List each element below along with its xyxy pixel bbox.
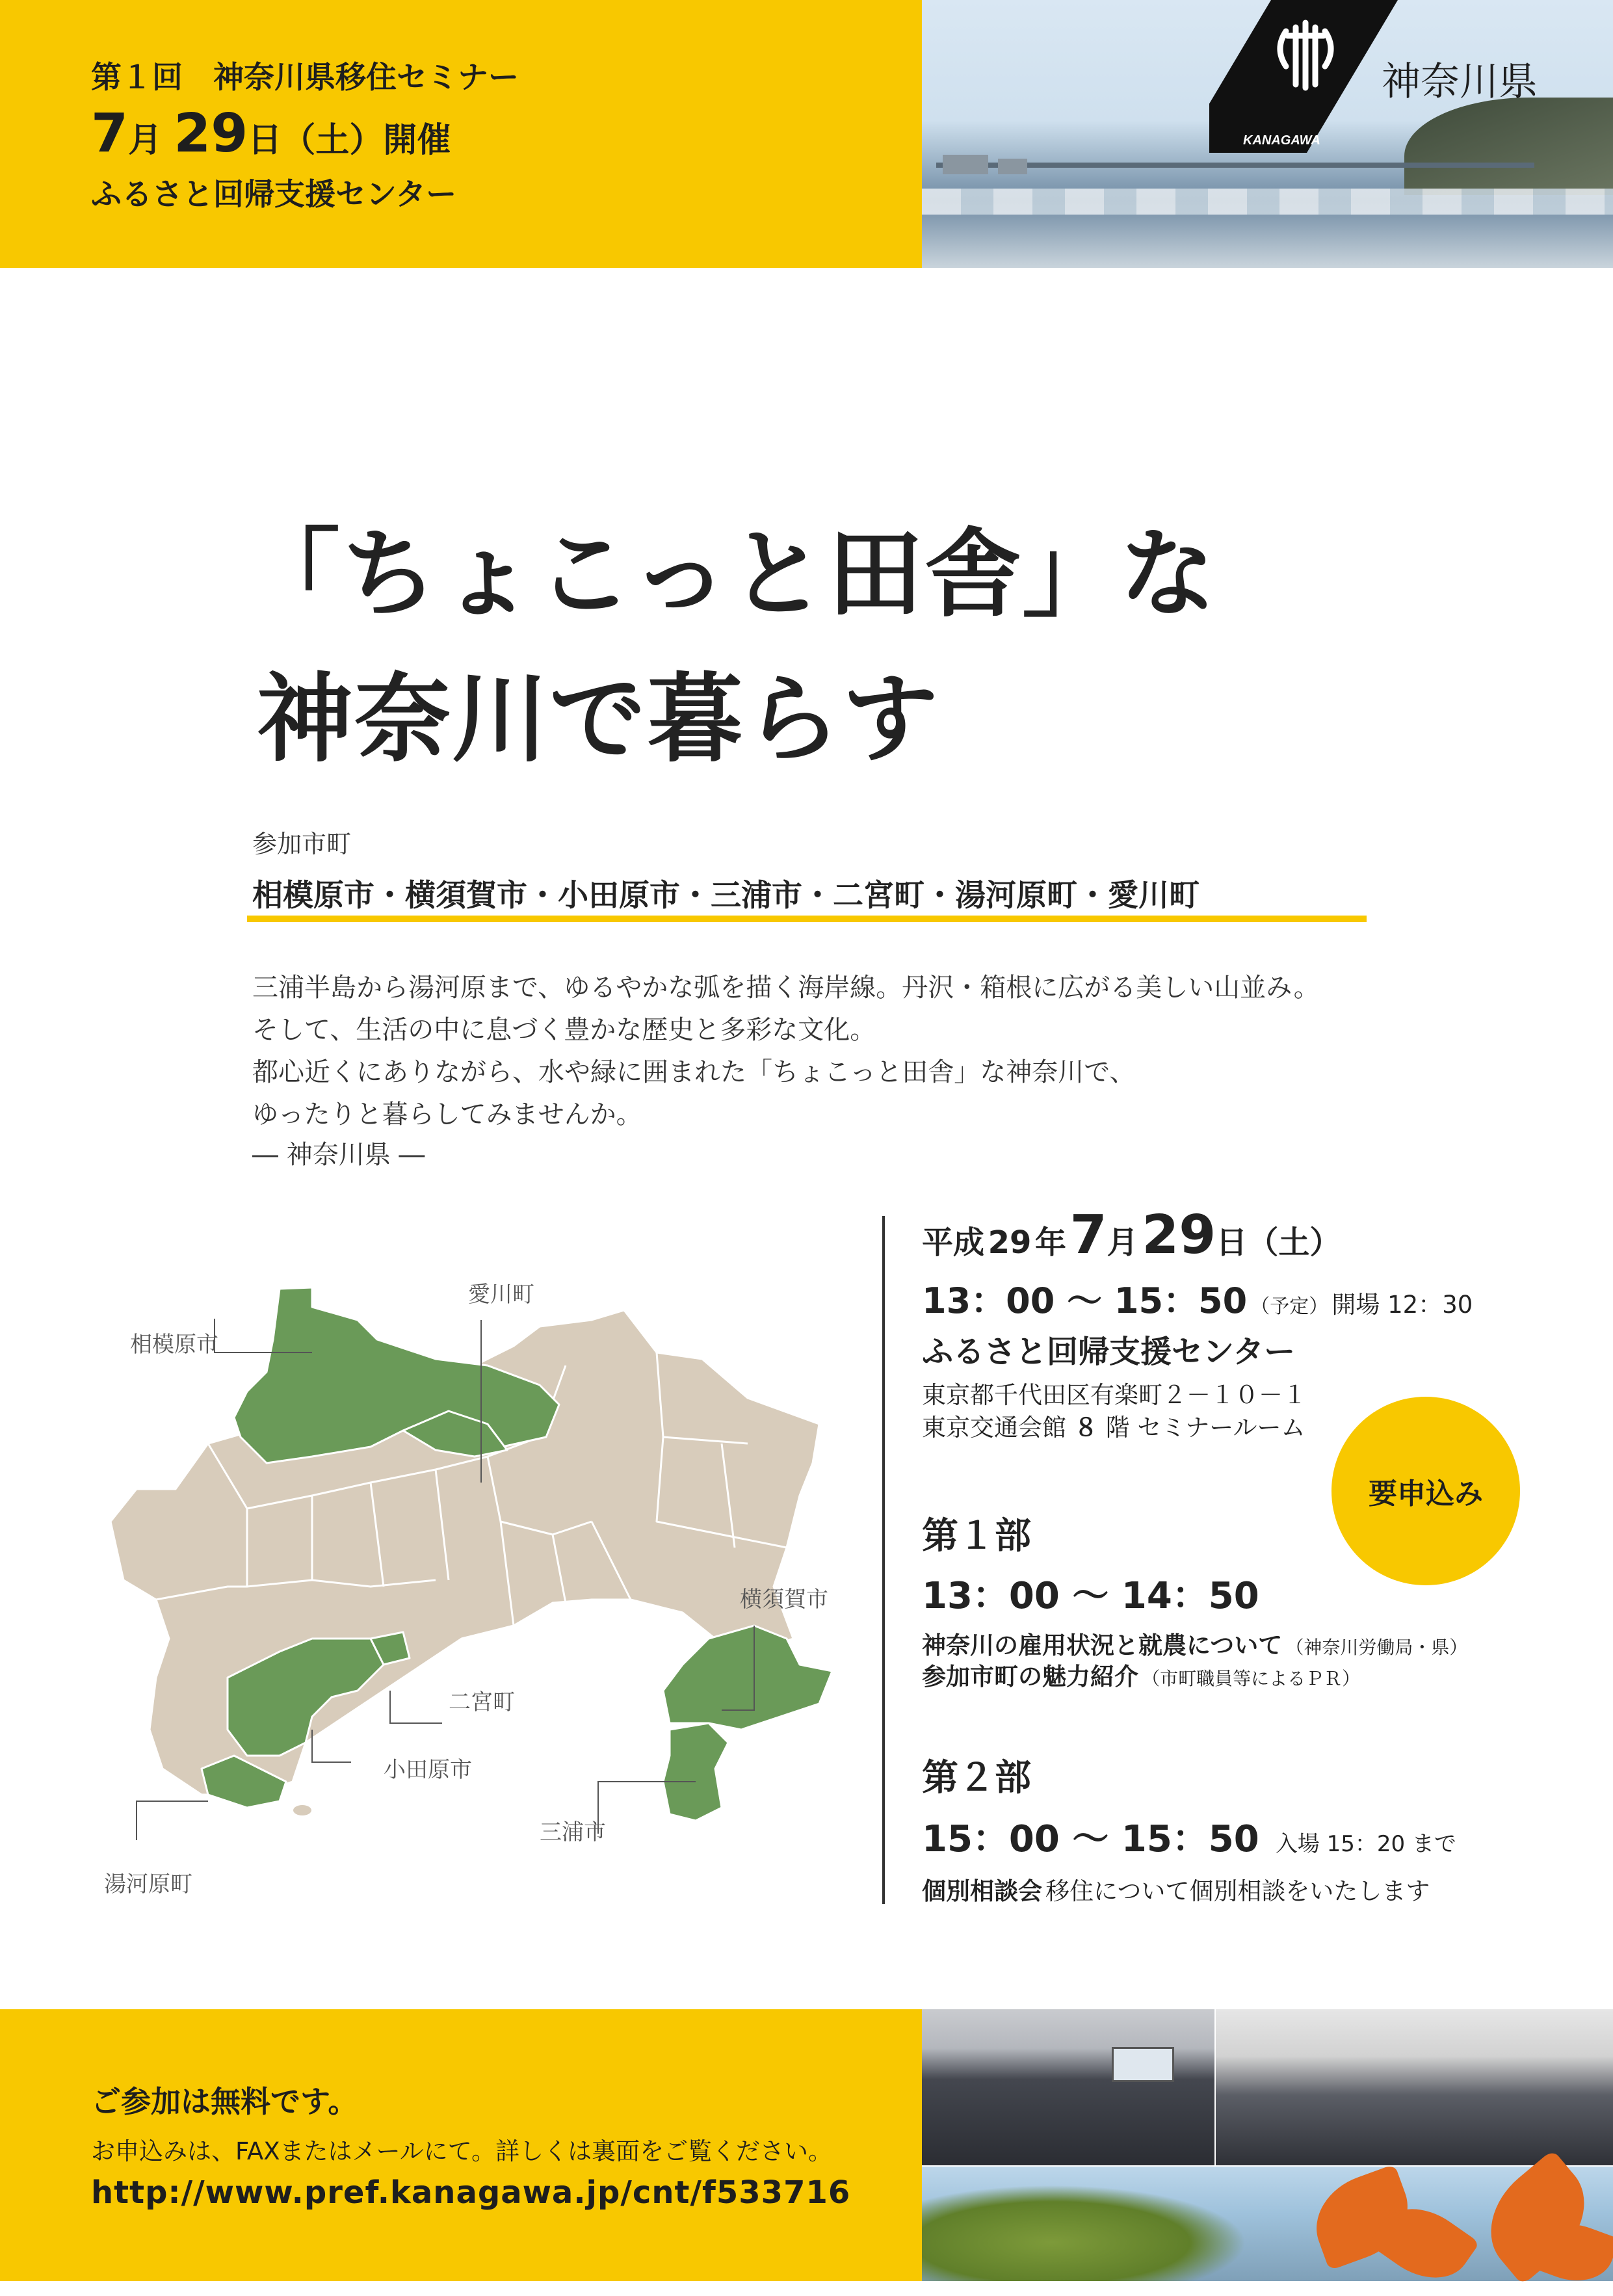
part1-item2 bbox=[922, 1657, 1360, 1692]
date-day: 29 bbox=[174, 103, 248, 165]
part1-item1-note: （神奈川労働局・県） bbox=[1285, 1637, 1468, 1658]
intro-signature: ― 神奈川県 ― bbox=[252, 1140, 425, 1170]
part1-item2-note: （市町職員等によるＰＲ） bbox=[1142, 1668, 1361, 1689]
part1-time: 13：00 ～ 14：50 bbox=[922, 1575, 1259, 1617]
event-address2-c: 階 セミナールーム bbox=[1105, 1414, 1305, 1442]
cities-underline bbox=[247, 916, 1367, 922]
part2-item bbox=[922, 1871, 1430, 1907]
photo-building bbox=[943, 155, 988, 174]
seminar-date bbox=[91, 103, 451, 165]
event-address2-b: ８ bbox=[1073, 1414, 1098, 1442]
date-month: 7 bbox=[91, 103, 129, 165]
map-label-yugawara: 湯河原町 bbox=[104, 1871, 192, 1897]
part2-title: 第２部 bbox=[922, 1757, 1031, 1799]
seminar-photo-2 bbox=[1216, 2009, 1613, 2165]
info-url[interactable]: http://www.pref.kanagawa.jp/cnt/f533716 bbox=[91, 2174, 851, 2211]
apply-info: お申込みは、FAXまたはメールにて。詳しくは裏面をご覧ください。 bbox=[91, 2137, 833, 2165]
part1-title: 第１部 bbox=[922, 1515, 1031, 1557]
event-time: 13：00 ～ 15：50 bbox=[922, 1280, 1248, 1321]
part1-item2-text: 参加市町の魅力紹介 bbox=[922, 1663, 1138, 1691]
event-time-row bbox=[922, 1273, 1473, 1323]
main-title-line2: 神奈川で暮らす bbox=[257, 663, 939, 775]
event-month: 7 bbox=[1069, 1204, 1107, 1266]
logo-subtext: KANAGAWA bbox=[1243, 133, 1320, 148]
event-date bbox=[922, 1204, 1341, 1266]
intro-line: ゆったりと暮らしてみませんか。 bbox=[252, 1100, 642, 1129]
participants-label: 参加市町 bbox=[252, 830, 352, 858]
part2-item-text: 個別相談会 bbox=[922, 1877, 1042, 1905]
event-era: 平成 bbox=[922, 1224, 985, 1261]
free-admission: ご参加は無料です。 bbox=[91, 2084, 358, 2119]
intro-line: そして、生活の中に息づく豊かな歴史と多彩な文化。 bbox=[252, 1015, 876, 1045]
seminar-photo-screen bbox=[1112, 2047, 1174, 2082]
part1-item1-text: 神奈川の雇用状況と就農について bbox=[922, 1631, 1283, 1659]
part2-entry: 入場 15：20 まで bbox=[1275, 1831, 1456, 1857]
event-address2 bbox=[922, 1408, 1305, 1443]
info-divider bbox=[882, 1216, 885, 1904]
part1-item1 bbox=[922, 1626, 1467, 1661]
event-venue: ふるさと回帰支援センター bbox=[922, 1334, 1296, 1370]
main-title-line1: 「ちょこっと田舎」な bbox=[244, 518, 1218, 630]
event-time-note: （予定） bbox=[1250, 1295, 1329, 1318]
photo-building-2 bbox=[998, 159, 1027, 174]
date-day-unit: 日 bbox=[248, 121, 282, 160]
date-weekday-held: （土）開催 bbox=[282, 121, 451, 160]
map-label-sagamihara: 相模原市 bbox=[130, 1332, 218, 1358]
event-weekday: （土） bbox=[1247, 1224, 1341, 1261]
part2-time: 15：00 ～ 15：50 bbox=[922, 1818, 1259, 1860]
event-month-unit: 月 bbox=[1107, 1224, 1138, 1261]
participants-cities: 相模原市・横須賀市・小田原市・三浦市・二宮町・湯河原町・愛川町 bbox=[252, 878, 1200, 914]
map-yokosuka bbox=[663, 1626, 832, 1730]
seminar-title: 第１回 神奈川県移住セミナー bbox=[91, 60, 519, 96]
lily-leaves bbox=[922, 2185, 1247, 2281]
map-label-ninomiya: 二宮町 bbox=[449, 1689, 515, 1715]
intro-line: 三浦半島から湯河原まで、ゆるやかな弧を描く海岸線。丹沢・箱根に広がる美しい山並み。 bbox=[252, 973, 1320, 1003]
intro-line: 都心近くにありながら、水や緑に囲まれた「ちょこっと田舎」な神奈川で、 bbox=[252, 1057, 1136, 1087]
date-month-unit: 月 bbox=[128, 121, 163, 160]
event-day-unit: 日 bbox=[1216, 1224, 1248, 1261]
event-year: 29 bbox=[988, 1224, 1032, 1261]
part2-time-row bbox=[922, 1810, 1456, 1862]
event-year-unit: 年 bbox=[1034, 1224, 1066, 1261]
event-address1: 東京都千代田区有楽町２－１０－１ bbox=[922, 1381, 1307, 1409]
event-open: 開場 12：30 bbox=[1331, 1291, 1473, 1319]
map-label-odawara: 小田原市 bbox=[384, 1757, 472, 1783]
part2-item-desc: 移住について個別相談をいたします bbox=[1045, 1877, 1430, 1905]
map-miura bbox=[663, 1723, 728, 1821]
kanagawa-logo-icon bbox=[1209, 0, 1398, 153]
seminar-photo-1 bbox=[922, 2009, 1214, 2165]
photo-surf bbox=[922, 189, 1613, 215]
event-address2-a: 東京交通会館 bbox=[922, 1414, 1066, 1442]
map-label-yokosuka: 横須賀市 bbox=[740, 1587, 828, 1613]
map-label-miura: 三浦市 bbox=[540, 1819, 606, 1845]
logo-text: 神奈川県 bbox=[1382, 59, 1538, 105]
header-venue: ふるさと回帰支援センター bbox=[91, 177, 457, 213]
registration-badge: 要申込み bbox=[1331, 1397, 1520, 1585]
map-label-aikawa: 愛川町 bbox=[468, 1282, 534, 1308]
event-day: 29 bbox=[1142, 1204, 1216, 1266]
